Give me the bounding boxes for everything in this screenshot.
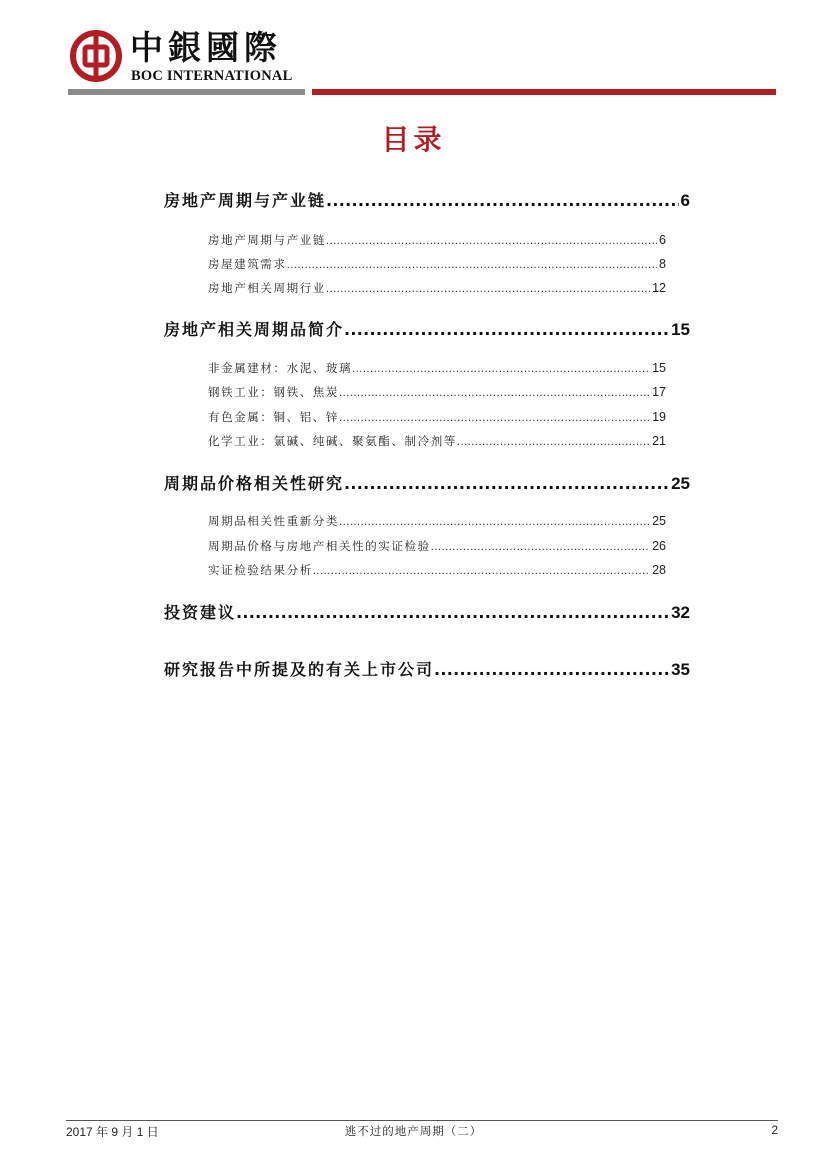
- toc-subsection-title: 周期品相关性重新分类: [208, 514, 339, 528]
- toc-subsection[interactable]: [208, 513, 666, 531]
- toc-section[interactable]: [164, 319, 690, 341]
- toc-subsection[interactable]: [208, 384, 666, 402]
- toc-leader-dots: [339, 515, 650, 531]
- toc-subsection-title: 房屋建筑需求: [208, 257, 287, 271]
- toc-subsection-page: 28: [652, 563, 666, 577]
- footer-page-number: 2: [771, 1123, 778, 1137]
- toc-section-title: 投资建议: [164, 603, 237, 622]
- toc-subsection-title: 周期品价格与房地产相关性的实证检验: [208, 539, 431, 553]
- toc-subsection-page: 19: [652, 410, 666, 424]
- toc-section-page: 6: [680, 191, 690, 210]
- brand-name-chinese: 中銀國際: [130, 28, 282, 67]
- toc-subsection[interactable]: [208, 409, 666, 427]
- toc-subsection-page: 8: [659, 257, 666, 271]
- toc-leader-dots: [326, 190, 679, 212]
- toc-subsection-page: 12: [652, 281, 666, 295]
- toc-subsection-title: 非金属建材：水泥、玻璃: [208, 361, 353, 375]
- toc-subsection-page: 6: [659, 233, 666, 247]
- toc-subsection[interactable]: [208, 562, 666, 580]
- toc-leader-dots: [344, 319, 669, 341]
- toc-section-title: 周期品价格相关性研究: [164, 474, 345, 493]
- toc-leader-dots: [326, 234, 657, 250]
- toc-leader-dots: [287, 258, 657, 274]
- toc-subsection-page: 21: [652, 434, 666, 448]
- toc-leader-dots: [313, 564, 650, 580]
- toc-section-page: 35: [671, 660, 690, 679]
- toc-subsection-title: 房地产相关周期行业: [208, 281, 326, 295]
- toc-subsection-title: 化学工业：氯碱、纯碱、聚氨酯、制冷剂等: [208, 434, 457, 448]
- toc-leader-dots: [339, 411, 650, 427]
- toc-subsection[interactable]: [208, 280, 666, 298]
- toc-subsection-title: 房地产周期与产业链: [208, 233, 326, 247]
- toc-subsection-title: 钢铁工业：钢铁、焦炭: [208, 385, 339, 399]
- toc-subsection-page: 25: [652, 514, 666, 528]
- footer-report-title: 逃不过的地产周期（二）: [344, 1124, 483, 1138]
- toc-section[interactable]: [164, 602, 690, 624]
- toc-subsection[interactable]: [208, 433, 666, 451]
- toc-subsection-page: 15: [652, 361, 666, 375]
- toc-subsection-page: 26: [652, 539, 666, 553]
- footer-divider: [66, 1120, 778, 1121]
- toc-subsection-title: 有色金属：铜、铝、锌: [208, 410, 339, 424]
- brand-name-english: BOC INTERNATIONAL: [131, 68, 293, 84]
- toc-section-page: 32: [671, 603, 690, 622]
- footer-date: 2017 年 9 月 1 日: [66, 1125, 159, 1139]
- toc-title: 目录: [381, 123, 446, 156]
- toc-leader-dots: [339, 386, 650, 402]
- toc-subsection[interactable]: [208, 256, 666, 274]
- toc-leader-dots: [457, 435, 650, 451]
- toc-subsection[interactable]: [208, 538, 666, 556]
- toc-subsection[interactable]: [208, 360, 666, 378]
- toc-leader-dots: [236, 602, 669, 624]
- toc-subsection-title: 实证检验结果分析: [208, 563, 313, 577]
- toc-leader-dots: [434, 659, 669, 681]
- toc-subsection[interactable]: [208, 232, 666, 250]
- toc-leader-dots: [431, 540, 650, 556]
- toc-section-page: 25: [671, 474, 690, 493]
- toc-section[interactable]: [164, 659, 690, 681]
- toc-section-title: 研究报告中所提及的有关上市公司: [164, 660, 435, 679]
- toc-section-title: 房地产周期与产业链: [164, 191, 327, 210]
- toc-section-title: 房地产相关周期品简介: [164, 320, 345, 339]
- toc-section[interactable]: [164, 473, 690, 495]
- toc-section-page: 15: [671, 320, 690, 339]
- toc-leader-dots: [352, 362, 650, 378]
- toc-subsection-page: 17: [652, 385, 666, 399]
- toc-leader-dots: [344, 473, 669, 495]
- toc-section[interactable]: [164, 190, 690, 212]
- toc-leader-dots: [326, 282, 650, 298]
